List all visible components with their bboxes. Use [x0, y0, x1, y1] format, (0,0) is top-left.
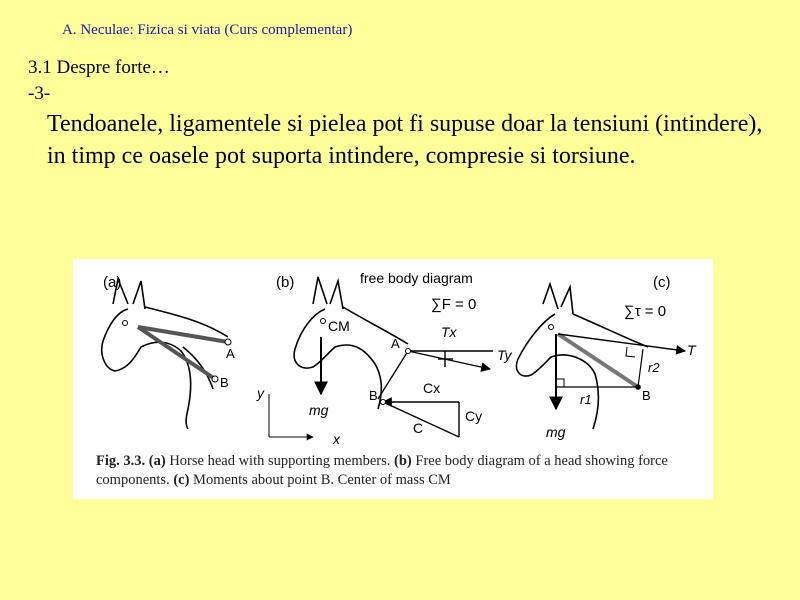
- axis-x-label: x: [333, 431, 340, 447]
- label-a-point-B: B: [220, 375, 229, 390]
- panel-b-title: free body diagram: [360, 270, 473, 286]
- caption-b-tag: (b): [394, 453, 412, 469]
- label-b-point-B: B: [369, 388, 378, 403]
- figure-caption: [96, 452, 706, 490]
- panel-c-label: (c): [653, 274, 671, 291]
- course-header: A. Neculae: Fizica si viata (Curs complementar): [62, 22, 353, 38]
- panel-a-drawing: [102, 279, 231, 429]
- caption-fig-number: Fig. 3.3.: [96, 453, 146, 469]
- sum-torque-equation: ∑τ = 0: [624, 303, 667, 320]
- label-r2: r2: [648, 360, 660, 375]
- label-a-point-A: A: [226, 346, 235, 361]
- label-b-mg: mg: [309, 402, 329, 418]
- figure-diagram: [73, 259, 713, 449]
- panel-b-label: (b): [276, 274, 295, 291]
- label-r1: r1: [580, 392, 592, 407]
- body-paragraph: Tendoanele, ligamentele si pielea pot fi supuse doar la tensiuni (intindere), in timp ce oasele pot suporta intindere, compresie si torsiune.: [47, 111, 763, 169]
- panel-a-label: (a): [103, 274, 122, 291]
- page-number: -3-: [28, 83, 51, 104]
- label-center-of-mass: CM: [328, 318, 350, 334]
- caption-a-tag: (a): [148, 453, 166, 469]
- caption-c-tag: (c): [173, 472, 190, 488]
- caption-b-text: Free body diagram of a head showing force components.: [96, 453, 668, 488]
- figure-horse-head: [73, 259, 713, 499]
- label-c-T: T: [687, 342, 696, 358]
- label-c-point-B: B: [642, 388, 651, 403]
- axis-y-label: y: [257, 385, 264, 401]
- caption-c-text: Moments about point B. Center of mass CM: [189, 472, 451, 488]
- label-c: C: [413, 420, 424, 436]
- label-ty: Ty: [497, 347, 512, 363]
- label-c-mg: mg: [546, 424, 566, 440]
- label-cy: Cy: [465, 408, 483, 424]
- label-b-point-A: A: [391, 336, 400, 351]
- sum-force-equation: ∑F = 0: [431, 296, 477, 313]
- section-title: 3.1 Despre forte…: [28, 57, 170, 78]
- label-cx: Cx: [423, 380, 441, 396]
- caption-a-text: Horse head with supporting members.: [165, 453, 395, 469]
- label-tx: Tx: [441, 324, 457, 340]
